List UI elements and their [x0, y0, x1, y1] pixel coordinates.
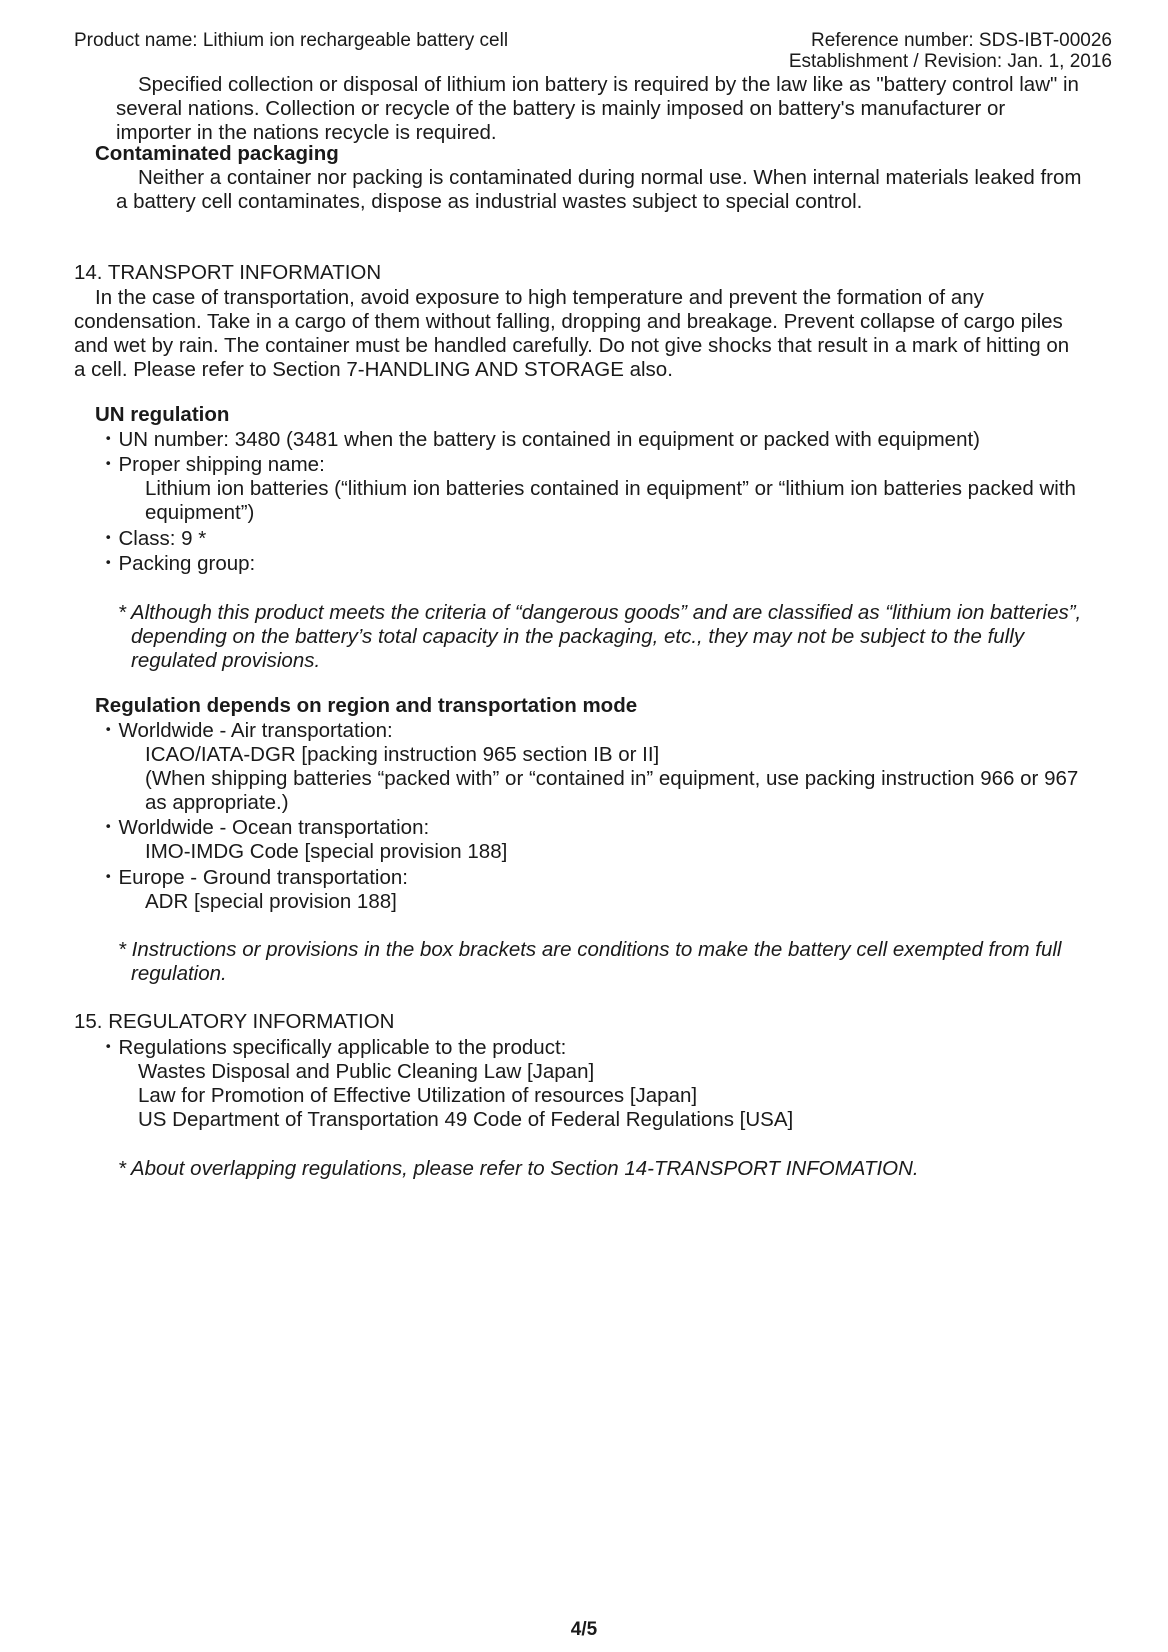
ground-transport-line: ADR [special provision 188]: [145, 890, 397, 913]
ocean-transport-line: IMO-IMDG Code [special provision 188]: [145, 840, 508, 863]
un-regulation-heading: UN regulation: [95, 403, 230, 426]
regulations-label: ・Regulations specifically applicable to the product:: [98, 1036, 567, 1059]
air-transport-line: (When shipping batteries “packed with” or “contained in” equipment, use packing instruction 966 or 967: [145, 767, 1079, 790]
disposal-line: several nations. Collection or recycle of the battery is mainly imposed on battery's manufacturer or: [116, 97, 1006, 120]
header-revision-date: Establishment / Revision: Jan. 1, 2016: [788, 51, 1112, 72]
air-transport-line: as appropriate.): [145, 791, 289, 814]
disposal-line: importer in the nations recycle is required.: [116, 121, 497, 144]
region-regulation-heading: Regulation depends on region and transportation mode: [95, 694, 638, 717]
proper-shipping-name-label: ・Proper shipping name:: [98, 453, 325, 476]
regulation-item: US Department of Transportation 49 Code of Federal Regulations [USA]: [138, 1108, 794, 1131]
contaminated-packaging-heading: Contaminated packaging: [95, 142, 339, 165]
shipping-name-line: Lithium ion batteries (“lithium ion batteries contained in equipment” or “lithium ion batteries packed with: [145, 477, 1076, 500]
transport-intro-line: and wet by rain. The container must be handled carefully. Do not give shocks that result in a mark of hitting on: [74, 334, 1070, 357]
regulatory-note: * About overlapping regulations, please refer to Section 14-TRANSPORT INFOMATION.: [118, 1157, 919, 1180]
section-15-heading: 15. REGULATORY INFORMATION: [74, 1010, 395, 1033]
un-note-line: depending on the battery’s total capacity in the packaging, etc., they may not be subject to the fully: [131, 625, 1025, 648]
un-note-line: * Although this product meets the criteria of “dangerous goods” and are classified as “lithium ion batteries”,: [118, 601, 1082, 624]
section-14-heading: 14. TRANSPORT INFORMATION: [74, 261, 382, 284]
region-note-line: regulation.: [131, 962, 227, 985]
shipping-name-line: equipment”): [145, 501, 255, 524]
ocean-transport-label: ・Worldwide - Ocean transportation:: [98, 816, 430, 839]
transport-intro-line: a cell. Please refer to Section 7-HANDLING AND STORAGE also.: [74, 358, 673, 381]
packaging-line: Neither a container nor packing is contaminated during normal use. When internal materials leaked from: [138, 166, 1082, 189]
transport-intro-line: condensation. Take in a cargo of them without falling, dropping and breakage. Prevent collapse of cargo piles: [74, 310, 1063, 333]
regulation-item: Wastes Disposal and Public Cleaning Law [Japan]: [138, 1060, 595, 1083]
region-note-line: * Instructions or provisions in the box brackets are conditions to make the battery cell exempted from full: [118, 938, 1062, 961]
class-item: ・Class: 9 *: [98, 527, 207, 550]
packing-group-item: ・Packing group:: [98, 552, 256, 575]
header-reference-number: Reference number: SDS-IBT-00026: [811, 30, 1112, 51]
packaging-line: a battery cell contaminates, dispose as industrial wastes subject to special control.: [116, 190, 863, 213]
transport-intro-line: In the case of transportation, avoid exposure to high temperature and prevent the formation of any: [95, 286, 984, 309]
un-note-line: regulated provisions.: [131, 649, 321, 672]
regulation-item: Law for Promotion of Effective Utilization of resources [Japan]: [138, 1084, 698, 1107]
header-product-name: Product name: Lithium ion rechargeable battery cell: [74, 30, 509, 51]
disposal-line: Specified collection or disposal of lithium ion battery is required by the law like as "battery control law" in: [138, 73, 1079, 96]
page-number: 4/5: [570, 1619, 598, 1640]
ground-transport-label: ・Europe - Ground transportation:: [98, 866, 408, 889]
air-transport-label: ・Worldwide - Air transportation:: [98, 719, 393, 742]
un-number-item: ・UN number: 3480 (3481 when the battery is contained in equipment or packed with equipment): [98, 428, 981, 451]
air-transport-line: ICAO/IATA-DGR [packing instruction 965 section IB or II]: [145, 743, 660, 766]
